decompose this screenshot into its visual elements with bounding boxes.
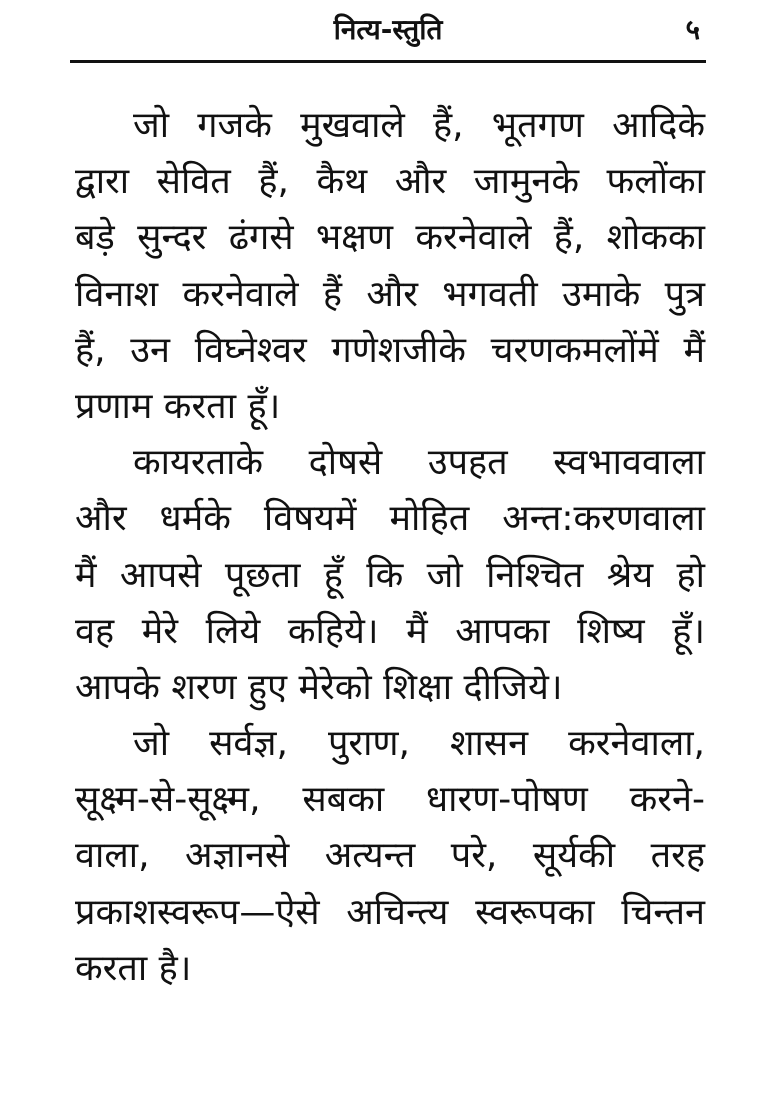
text-line bbox=[75, 98, 705, 154]
line-text: बड़े सुन्दर ढंगसे भक्षण करनेवाले हैं, शोकका bbox=[75, 217, 705, 259]
header-rule bbox=[70, 60, 706, 63]
line-text: प्रकाशस्वरूप—ऐसे अचिन्त्य स्वरूपका चिन्तन bbox=[75, 891, 705, 933]
text-line bbox=[75, 379, 705, 435]
line-text: आपके शरण हुए मेरेको शिक्षा दीजिये। bbox=[75, 666, 563, 708]
line-text: हैं, उन विघ्नेश्वर गणेशजीके चरणकमलोंमें मैं bbox=[75, 329, 705, 371]
line-text: जो गजके मुखवाले हैं, भूतगण आदिके bbox=[133, 105, 705, 146]
paragraph-3 bbox=[75, 716, 705, 997]
text-line bbox=[75, 210, 705, 266]
text-line bbox=[75, 548, 705, 604]
text-line bbox=[75, 267, 705, 323]
text-line bbox=[75, 491, 705, 547]
running-header bbox=[70, 4, 706, 54]
line-text: मैं आपसे पूछता हूँ कि जो निश्चित श्रेय हो bbox=[75, 554, 705, 596]
text-line bbox=[75, 716, 705, 772]
paragraph-1 bbox=[75, 98, 705, 435]
line-text: सूक्ष्म-से-सूक्ष्म, सबका धारण-पोषण करने- bbox=[75, 779, 705, 821]
line-text: द्वारा सेवित हैं, कैथ और जामुनके फलोंका bbox=[75, 161, 705, 203]
text-line bbox=[75, 435, 705, 491]
line-text: विनाश करनेवाले हैं और भगवती उमाके पुत्र bbox=[75, 273, 705, 315]
page-body bbox=[75, 98, 705, 997]
page-title: नित्य-स्तुति bbox=[333, 13, 443, 46]
line-text: और धर्मके विषयमें मोहित अन्त:करणवाला bbox=[75, 498, 705, 540]
text-line bbox=[75, 604, 705, 660]
text-line bbox=[75, 772, 705, 828]
line-text: वह मेरे लिये कहिये। मैं आपका शिष्य हूँ। bbox=[75, 610, 705, 652]
text-line bbox=[75, 885, 705, 941]
paragraph-2 bbox=[75, 435, 705, 716]
page-number: ५ bbox=[685, 13, 700, 46]
text-line bbox=[75, 941, 705, 997]
text-line bbox=[75, 660, 705, 716]
text-line bbox=[75, 323, 705, 379]
text-line bbox=[75, 154, 705, 210]
line-text: कायरताके दोषसे उपहत स्वभाववाला bbox=[133, 442, 705, 484]
line-text: जो सर्वज्ञ, पुराण, शासन करनेवाला, bbox=[133, 723, 705, 765]
line-text: प्रणाम करता हूँ। bbox=[75, 385, 281, 427]
line-text: वाला, अज्ञानसे अत्यन्त परे, सूर्यकी तरह bbox=[75, 835, 705, 877]
line-text: करता है। bbox=[75, 947, 192, 989]
text-line bbox=[75, 828, 705, 884]
